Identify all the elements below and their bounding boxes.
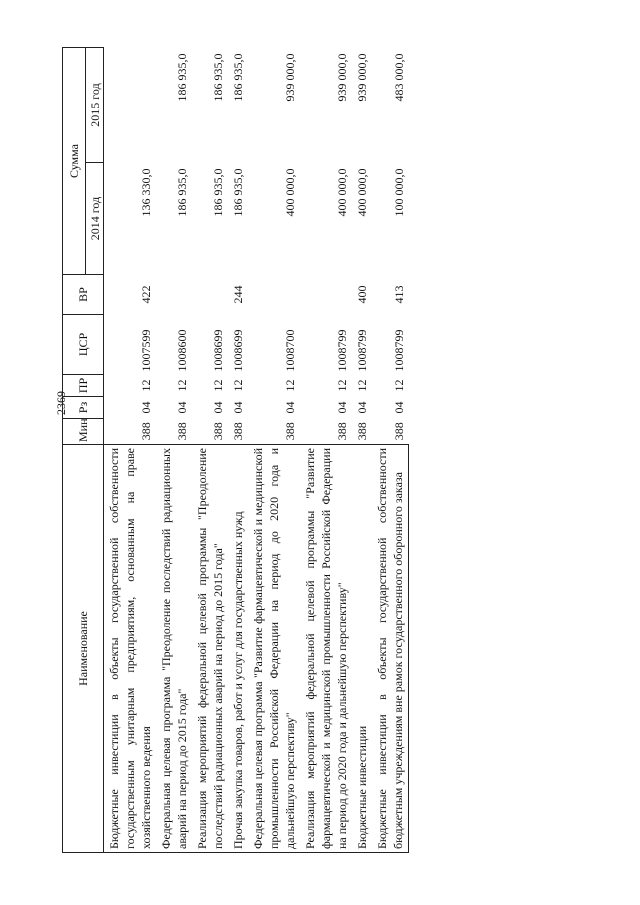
row-name: Реализация мероприятий федеральной целевой программы "Развитие фармацевтической и медицинской промышленности Российской Федерации на период до 2020 года и дальнейшую перспективу" [300, 445, 352, 853]
row-name: Федеральная целевая программа "Развитие фармацевтической и медицинской промышленности Российской Федерации на период до 2020 года и дальнейшую перспективу" [248, 445, 300, 853]
rotated-table-wrapper [62, 48, 587, 853]
row-csr: 1008799 [391, 329, 406, 372]
row-min: 388 [355, 422, 369, 441]
row-vr: 422 [139, 285, 153, 304]
row-rz: 04 [175, 401, 189, 414]
row-rz: 04 [211, 401, 225, 414]
header-rz: Рз [63, 397, 104, 419]
table-row [352, 47, 372, 852]
row-sum-2014: 186 935,0 [231, 168, 245, 217]
row-min: 388 [175, 422, 189, 441]
row-csr: 1008700 [283, 329, 297, 372]
table-row [156, 47, 192, 852]
row-min: 388 [283, 422, 297, 441]
row-sum-2015: 939 000,0 [335, 53, 349, 102]
row-pr: 12 [231, 379, 245, 392]
row-csr: 1008600 [175, 329, 189, 372]
budget-table [62, 47, 409, 853]
row-pr: 12 [335, 379, 349, 392]
header-min: Мин [63, 419, 104, 445]
header-sum: Сумма [63, 47, 86, 274]
header-2014: 2014 год [86, 163, 104, 275]
table-row [372, 47, 409, 852]
row-pr: 12 [283, 379, 297, 392]
row-sum-2014: 400 000,0 [335, 168, 349, 217]
row-rz: 04 [283, 401, 297, 414]
row-sum-2014: 400 000,0 [355, 168, 369, 217]
row-csr: 1007599 [139, 329, 153, 372]
row-sum-2015: 186 935,0 [175, 53, 189, 102]
row-sum-2014: 100 000,0 [391, 168, 406, 217]
row-pr: 12 [175, 379, 189, 392]
table-header [63, 47, 104, 852]
row-sum-2015: 939 000,0 [283, 53, 297, 102]
row-name: Бюджетные инвестиции в объекты государственной собственности бюджетным учреждениям вне рамок государственного оборонного заказа [372, 445, 409, 853]
row-sum-2014: 186 935,0 [211, 168, 225, 217]
row-min: 388 [335, 422, 349, 441]
row-csr: 1008699 [211, 329, 225, 372]
row-vr [248, 275, 300, 315]
row-rz: 04 [391, 401, 406, 414]
header-2015: 2015 год [86, 47, 104, 162]
row-name: Прочая закупка товаров, работ и услуг для государственных нужд [228, 445, 248, 853]
row-pr: 12 [211, 379, 225, 392]
table-row [248, 47, 300, 852]
row-rz: 04 [231, 401, 245, 414]
table-row [104, 47, 157, 852]
row-sum-2014: 136 330,0 [139, 168, 153, 217]
row-pr: 12 [355, 379, 369, 392]
row-pr: 12 [139, 379, 153, 392]
row-vr: 400 [355, 285, 369, 304]
row-min: 388 [139, 422, 153, 441]
header-name: Наименование [63, 445, 104, 853]
table-body [104, 47, 409, 852]
row-vr [192, 275, 228, 315]
row-rz: 04 [335, 401, 349, 414]
row-name: Бюджетные инвестиции в объекты государственной собственности государственным унитарным предприятиям, основанным на праве хозяйственного ведения [104, 445, 157, 853]
row-sum-2015: 186 935,0 [211, 53, 225, 102]
row-name: Бюджетные инвестиции [352, 445, 372, 853]
header-csr: ЦСР [63, 315, 104, 375]
row-name: Федеральная целевая программа "Преодоление последствий радиационных аварий на период до 2015 года" [156, 445, 192, 853]
table-row [228, 47, 248, 852]
row-min: 388 [231, 422, 245, 441]
row-sum-2015 [104, 47, 157, 162]
row-csr: 1008799 [355, 329, 369, 372]
row-vr: 244 [231, 285, 245, 304]
row-rz: 04 [139, 401, 153, 414]
row-sum-2015: 186 935,0 [231, 53, 245, 102]
row-vr [156, 275, 192, 315]
row-name: Реализация мероприятий федеральной целевой программы "Преодоление последствий радиационных аварий на период до 2015 года" [192, 445, 228, 853]
table-row [300, 47, 352, 852]
row-sum-2014: 186 935,0 [175, 168, 189, 217]
row-vr: 413 [391, 285, 406, 304]
row-csr: 1008699 [231, 329, 245, 372]
row-min: 388 [211, 422, 225, 441]
row-sum-2015: 939 000,0 [355, 53, 369, 102]
row-rz: 04 [355, 401, 369, 414]
header-pr: ПР [63, 375, 104, 397]
row-vr [300, 275, 352, 315]
row-min: 388 [391, 422, 406, 441]
row-pr: 12 [391, 379, 406, 392]
row-sum-2015: 483 000,0 [391, 53, 406, 102]
table-row [192, 47, 228, 852]
page-number: 2369 [54, 391, 68, 415]
row-csr: 1008799 [335, 329, 349, 372]
header-vr: ВР [63, 275, 104, 315]
row-sum-2014: 400 000,0 [283, 168, 297, 217]
